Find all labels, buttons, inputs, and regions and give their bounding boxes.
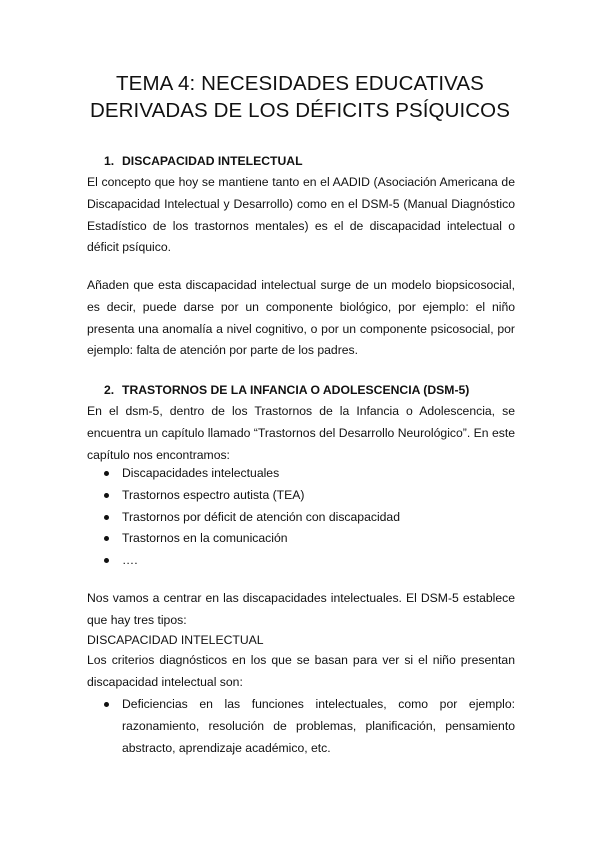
section-1-heading [104,153,303,169]
bullet-icon [104,536,109,541]
paragraph-line: El concepto que hoy se mantiene tanto en el AADID (Asociación Americana de [87,175,515,189]
paragraph-line: presenta una anomalía a nivel cognitivo, o por un componente psicosocial, por [87,321,515,336]
section-1-number: 1. [104,154,115,168]
section-1-paragraph-2 [87,275,515,362]
list-item: Trastornos espectro autista (TEA) [102,485,400,507]
section-2-paragraph-3 [87,650,515,694]
paragraph-line: Estadístico de los trastornos mentales) es el de discapacidad intelectual o [87,218,515,233]
list-item: Trastornos en la comunicación [102,528,400,550]
paragraph-line: discapacidad intelectual son: [87,674,243,689]
bullet-icon [104,471,109,476]
paragraph-line: Deficiencias en las funciones intelectuales, como por ejemplo: [122,697,515,711]
paragraph-line: En el dsm-5, dentro de los Trastornos de la Infancia o Adolescencia, se [87,404,515,418]
paragraph-line: que hay tres tipos: [87,612,187,627]
section-2-title: TRASTORNOS DE LA INFANCIA O ADOLESCENCIA (DSM-5) [122,383,470,397]
paragraph-line: Discapacidad Intelectual y Desarrollo) como en el DSM-5 (Manual Diagnóstico [87,196,515,211]
page-title [60,70,540,124]
section-1-paragraph-1 [87,172,515,259]
section-1-title: DISCAPACIDAD INTELECTUAL [122,154,303,168]
disorders-list [102,463,400,572]
list-item: Trastornos por déficit de atención con discapacidad [102,507,400,529]
bullet-icon [104,702,109,707]
paragraph-line: abstracto, aprendizaje académico, etc. [122,740,331,755]
paragraph-line: encuentra un capítulo llamado “Trastornos del Desarrollo Neurológico”. En este [87,425,515,440]
title-line-2: DERIVADAS DE LOS DÉFICITS PSÍQUICOS [89,99,511,122]
paragraph-line: es decir, puede darse por un componente biológico, por ejemplo: el niño [87,299,515,314]
paragraph-line: déficit psíquico. [87,240,172,255]
list-item: …. [102,550,400,572]
paragraph-line: Nos vamos a centrar en las discapacidades intelectuales. El DSM-5 establece [87,591,515,605]
subheading-intellectual-disability: DISCAPACIDAD INTELECTUAL [87,633,264,647]
paragraph-line: Añaden que esta discapacidad intelectual surge de un modelo biopsicosocial, [87,278,515,292]
section-2-paragraph-2 [87,588,515,632]
bullet-icon [104,493,109,498]
paragraph-line: ejemplo: falta de atención por parte de los padres. [87,343,359,358]
bullet-icon [104,515,109,520]
criteria-text [122,694,515,759]
bullet-icon [104,558,109,563]
paragraph-line: Los criterios diagnósticos en los que se basan para ver si el niño presentan [87,653,515,667]
section-2-number: 2. [104,383,115,397]
paragraph-line: capítulo nos encontramos: [87,447,230,462]
title-line-1: TEMA 4: NECESIDADES EDUCATIVAS [116,72,484,95]
paragraph-line: razonamiento, resolución de problemas, planificación, pensamiento [122,718,515,733]
section-2-paragraph-1 [87,401,515,466]
list-item: Discapacidades intelectuales [102,463,400,485]
section-2-heading [104,382,469,398]
